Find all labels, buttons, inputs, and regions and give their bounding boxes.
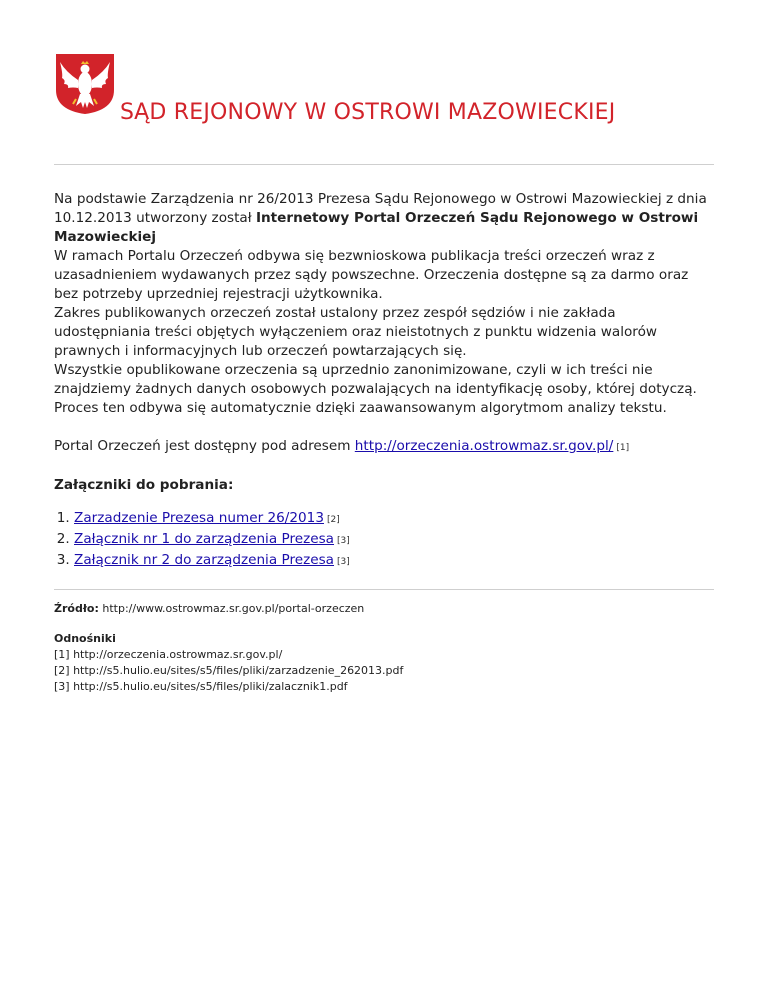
header-divider	[54, 164, 714, 165]
intro-paragraph	[54, 190, 714, 247]
source-url: http://www.ostrowmaz.sr.gov.pl/portal-orzeczen	[98, 602, 365, 615]
attachment-item	[74, 509, 714, 530]
reference-line: [1] http://orzeczenia.ostrowmaz.sr.gov.pl/	[54, 648, 283, 661]
intro-text: Na podstawie Zarządzenia nr 26/2013 Prezesa Sądu Rejonowego w Ostrowi Mazowieckiej z dnia 10.12.2013 utworzony został	[54, 191, 707, 226]
reference-line: [2] http://s5.hulio.eu/sites/s5/files/pliki/zarzadzenie_262013.pdf	[54, 664, 404, 677]
portal-name-bold: Internetowy Portal Orzeczeń Sądu Rejonowego w Ostrowi Mazowieckiej	[54, 210, 699, 245]
attachment-item	[74, 551, 714, 572]
references-title: Odnośniki	[54, 632, 116, 645]
attachment-link-zalacznik-1[interactable]: Załącznik nr 1 do zarządzenia Prezesa	[74, 531, 335, 547]
reference-line: [3] http://s5.hulio.eu/sites/s5/files/pliki/zalacznik1.pdf	[54, 680, 348, 693]
attachment-link-zalacznik-2[interactable]: Załącznik nr 2 do zarządzenia Prezesa	[74, 552, 335, 568]
polish-eagle-emblem-icon	[54, 52, 116, 116]
print-footer	[54, 601, 714, 695]
reference-marker: [2]	[326, 515, 340, 525]
reference-marker: [1]	[616, 443, 630, 453]
portal-link[interactable]: http://orzeczenia.ostrowmaz.sr.gov.pl/	[354, 438, 614, 454]
attachment-item	[74, 530, 714, 551]
main-content	[54, 190, 714, 572]
paragraph-anonymization: Wszystkie opublikowane orzeczenia są uprzednio zanonimizowane, czyli w ich treści nie znajdziemy żadnych danych osobowych pozwalających na identyfikację osoby, której dotyczą. Proces ten odbywa się automatycznie dzięki zaawansowanym algorytmom analizy tekstu.	[54, 362, 697, 416]
attachments-heading: Załączniki do pobrania:	[54, 477, 234, 493]
source-label: Źródło:	[54, 602, 99, 615]
reference-marker: [3]	[337, 536, 350, 546]
paragraph-publication: W ramach Portalu Orzeczeń odbywa się bezwnioskowa publikacja treści orzeczeń wraz z uzasadnieniem wydawanych przez sądy powszechne. Orzeczenia dostępne są za darmo oraz bez potrzeby uprzedniej rejestracji użytkownika.	[54, 248, 689, 302]
portal-address-paragraph	[54, 437, 714, 458]
reference-marker: [3]	[337, 557, 350, 567]
attachments-list	[54, 509, 714, 572]
attachment-link-zarzadzenie[interactable]: Zarzadzenie Prezesa numer 26/2013	[74, 510, 324, 526]
footer-divider	[54, 589, 714, 590]
page-title: SĄD REJONOWY W OSTROWI MAZOWIECKIEJ	[120, 100, 616, 125]
paragraph-scope: Zakres publikowanych orzeczeń został ustalony przez zespół sędziów i nie zakłada udostępniania treści objętych wyłączeniem oraz nieistotnych z punktu widzenia walorów prawnych i informacyjnych lub orzeczeń powtarzających się.	[54, 305, 658, 359]
portal-address-text: Portal Orzeczeń jest dostępny pod adresem	[54, 438, 355, 454]
page-header	[54, 52, 714, 142]
source-line	[54, 601, 714, 617]
